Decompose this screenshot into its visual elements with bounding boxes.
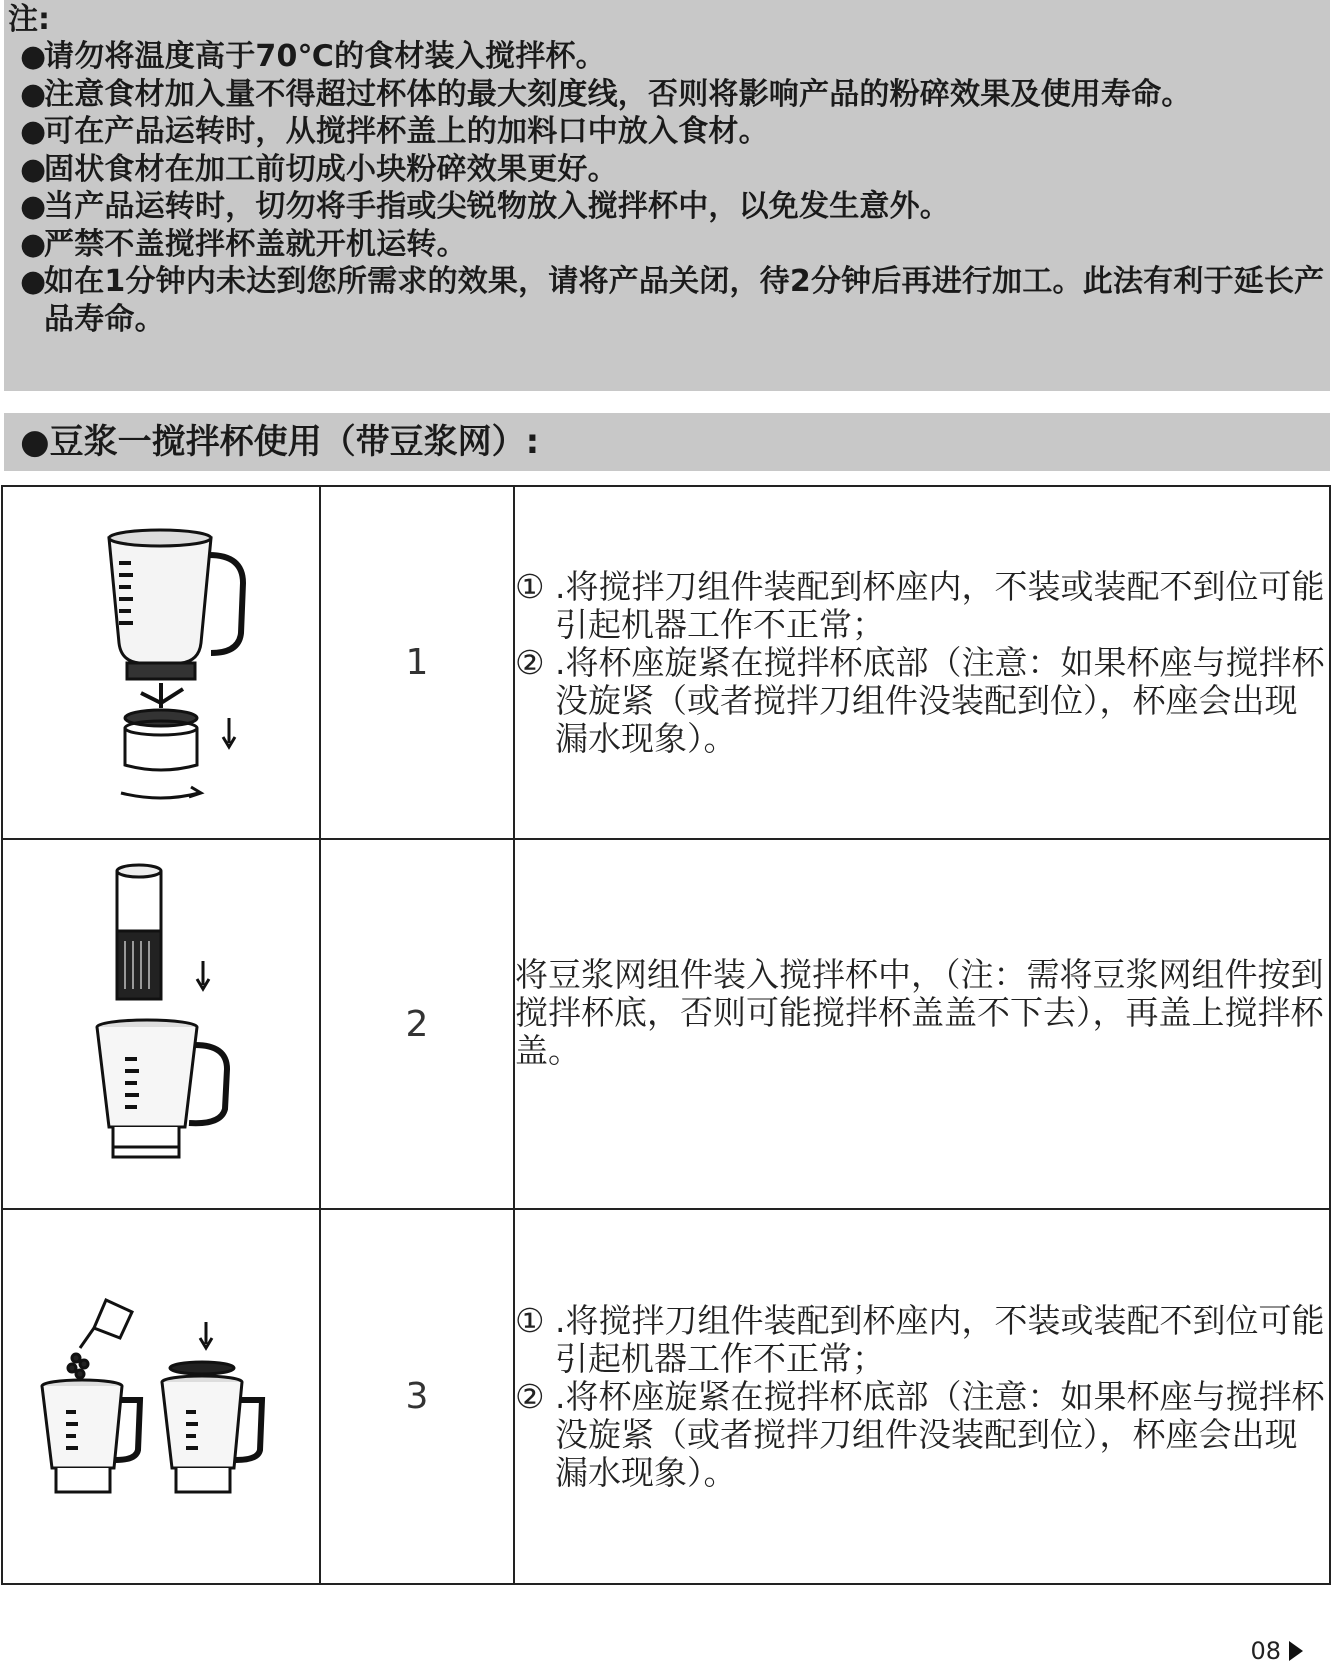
notes-list [8, 38, 1330, 338]
instruction-paragraph [515, 568, 1329, 644]
step-3-illustration [2, 1209, 320, 1584]
notes-title: 注: [8, 2, 50, 37]
blender-assembly-icon [61, 503, 261, 823]
instruction-text: 将豆浆网组件装入搅拌杯中，（注：需将豆浆网组件按到搅拌杯底，否则可能搅拌杯盖盖不下去），再盖上搅拌杯盖。 [515, 955, 1324, 1070]
instruction-text: .将搅拌刀组件装配到杯座内，不装或装配不到位可能引起机器工作不正常； [555, 566, 1325, 644]
note-text: 当产品运转时，切勿将手指或尖锐物放入搅拌杯中，以免发生意外。 [44, 189, 950, 224]
note-item [8, 263, 1330, 338]
soymilk-filter-insert-icon [61, 859, 261, 1189]
step-number: 2 [320, 839, 514, 1209]
instruction-text: .将杯座旋紧在搅拌杯底部（注意：如果杯座与搅拌杯没旋紧（或者搅拌刀组件没装配到位），杯座会出现漏水现象）。 [555, 642, 1325, 758]
step-2-instructions [514, 839, 1330, 1209]
add-ingredients-and-lid-icon [36, 1282, 286, 1512]
note-item [8, 151, 1330, 189]
note-item [8, 113, 1330, 151]
step-number: 3 [320, 1209, 514, 1584]
bullet-icon: ● [20, 226, 47, 262]
bullet-icon: ● [20, 189, 47, 224]
note-item [8, 226, 1330, 264]
bullet-icon: ● [20, 39, 47, 74]
step-3-instructions [514, 1209, 1330, 1584]
note-text: 可在产品运转时，从搅拌杯盖上的加料口中放入食材。 [44, 114, 769, 149]
instruction-paragraph [515, 1378, 1329, 1492]
instruction-paragraph [515, 1302, 1329, 1378]
section-heading [4, 413, 1330, 471]
step-2-illustration [2, 839, 320, 1209]
instruction-paragraph [515, 644, 1329, 758]
step-number: 1 [320, 486, 514, 839]
note-text: 严禁不盖搅拌杯盖就开机运转。 [44, 226, 467, 262]
note-item [8, 76, 1330, 114]
table-row [2, 1209, 1330, 1584]
note-text: 固状食材在加工前切成小块粉碎效果更好。 [44, 151, 618, 187]
note-text: 注意食材加入量不得超过杯体的最大刻度线，否则将影响产品的粉碎效果及使用寿命。 [44, 76, 1192, 112]
instruction-text: .将搅拌刀组件装配到杯座内，不装或装配不到位可能引起机器工作不正常； [555, 1300, 1325, 1378]
circled-number: ② [515, 642, 545, 682]
bullet-icon: ● [20, 76, 47, 112]
steps-table [1, 485, 1331, 1585]
circled-number: ① [515, 1300, 545, 1340]
bullet-icon: ● [20, 151, 47, 187]
bullet-icon: ● [20, 422, 50, 462]
note-item [8, 38, 1330, 76]
instruction-text: .将杯座旋紧在搅拌杯底部（注意：如果杯座与搅拌杯没旋紧（或者搅拌刀组件没装配到位），杯座会出现漏水现象）。 [555, 1376, 1325, 1492]
page-number-text: 08 [1250, 1637, 1281, 1665]
bullet-icon: ● [20, 264, 47, 299]
note-item [8, 188, 1330, 226]
notes-panel [4, 0, 1330, 391]
instruction-paragraph [515, 956, 1329, 1070]
section-title: 豆浆一搅拌杯使用（带豆浆网）: [49, 422, 540, 462]
table-row [2, 486, 1330, 839]
step-1-instructions [514, 486, 1330, 839]
bullet-icon: ● [20, 114, 47, 149]
table-row [2, 839, 1330, 1209]
note-text: 请勿将温度高于70℃的食材装入搅拌杯。 [44, 39, 606, 74]
note-text: 如在1分钟内未达到您所需求的效果，请将产品关闭，待2分钟后再进行加工。此法有利于延长产品寿命。 [44, 264, 1325, 337]
circled-number: ② [515, 1376, 545, 1416]
circled-number: ① [515, 566, 545, 606]
page-number [1250, 1637, 1303, 1665]
next-page-triangle-icon [1289, 1641, 1303, 1661]
step-1-illustration [2, 486, 320, 839]
